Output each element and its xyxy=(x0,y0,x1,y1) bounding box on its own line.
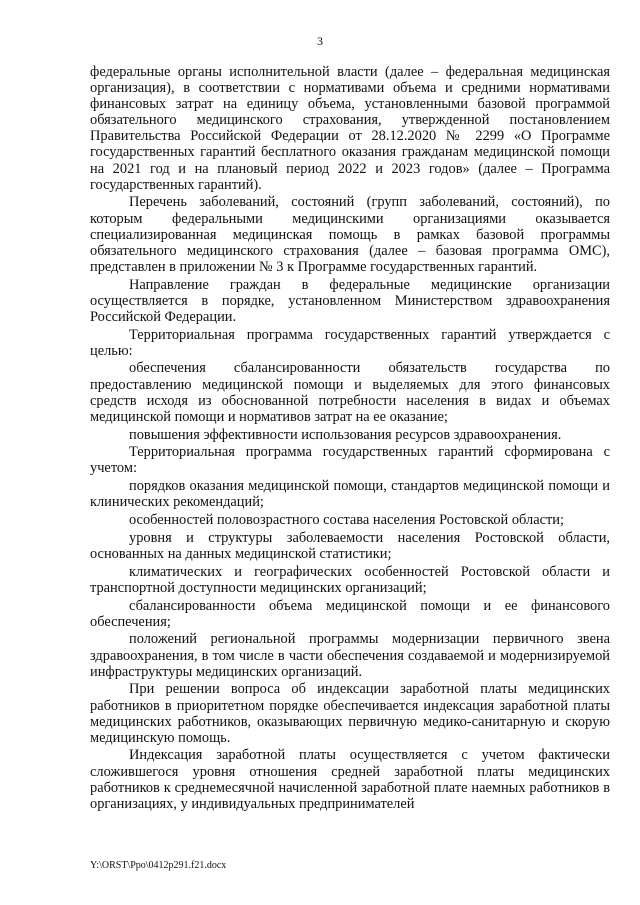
paragraph-disease-list: Перечень заболеваний, состояний (групп заболеваний, состояний), по которым федеральными медицинскими организациями оказывается специализированная медицинская помощь в рамках базовой программы обязательного медицинского страхования (далее – базовая программа ОМС), представлен в приложении № 3 к Программе государственных гарантий. xyxy=(90,194,610,275)
paragraph-efficiency: повышения эффективности использования ресурсов здравоохранения. xyxy=(129,426,562,443)
paragraph-salary-priority: При решении вопроса об индексации заработной платы медицинских работников в приоритетном порядке обеспечивается индексация заработной платы медицинских работников, оказывающих первичную медико-санитарную и скорую медицинскую помощь. xyxy=(90,681,610,746)
paragraph-financing: сбалансированности объема медицинской помощи и ее финансового обеспечения; xyxy=(90,597,610,630)
paragraph-program-purpose: Территориальная программа государственных гарантий утверждается с целью: xyxy=(90,326,610,359)
paragraph-care-standards: порядков оказания медицинской помощи, стандартов медицинской помощи и клинических рекомендаций; xyxy=(90,478,610,511)
paragraph-referral: Направление граждан в федеральные медицинские организации осуществляется в порядке, установленном Министерством здравоохранения Российской Федерации. xyxy=(90,276,610,325)
document-body xyxy=(90,64,610,814)
file-path-footer: Y:\ORST\Ppo\0412p291.f21.docx xyxy=(90,860,227,871)
paragraph-population: особенностей половозрастного состава населения Ростовской области; xyxy=(129,512,564,529)
paragraph-program-basis: Территориальная программа государственных гарантий сформирована с учетом: xyxy=(90,444,610,477)
paragraph-federal-organizations: федеральные органы исполнительной власти (далее – федеральная медицинская организация), в соответствии с нормативами объема и средними нормативами финансовых затрат на единицу объема, установленными базовой программой обязательного медицинского страхования, утвержденной постановлением Правительства Российской Федерации от 28.12.2020 № 2299 «О Программе государственных гарантий бесплатного оказания гражданам медицинской помощи на 2021 год и на плановый период 2022 и 2023 годов» (далее – Программа государственных гарантий). xyxy=(90,64,610,193)
paragraph-salary-indexation: Индексация заработной платы осуществляется с учетом фактически сложившегося уровня отношения средней заработной платы медицинских работников к среднемесячной начисленной заработной плате наемных работников в организациях, у индивидуальных предпринимателей xyxy=(90,747,610,812)
page-number: 3 xyxy=(317,34,323,48)
paragraph-morbidity: уровня и структуры заболеваемости населения Ростовской области, основанных на данных медицинской статистики; xyxy=(90,529,610,562)
paragraph-climate: климатических и географических особенностей Ростовской области и транспортной доступности медицинских организаций; xyxy=(90,563,610,596)
paragraph-modernization: положений региональной программы модернизации первичного звена здравоохранения, в том числе в части обеспечения создаваемой и модернизируемой инфраструктуры медицинских организаций. xyxy=(90,631,610,680)
paragraph-balance: обеспечения сбалансированности обязательств государства по предоставлению медицинской помощи и выделяемых для этого финансовых средств исходя из обоснованной потребности населения в видах и объемах медицинской помощи и нормативов затрат на ее оказание; xyxy=(90,360,610,425)
